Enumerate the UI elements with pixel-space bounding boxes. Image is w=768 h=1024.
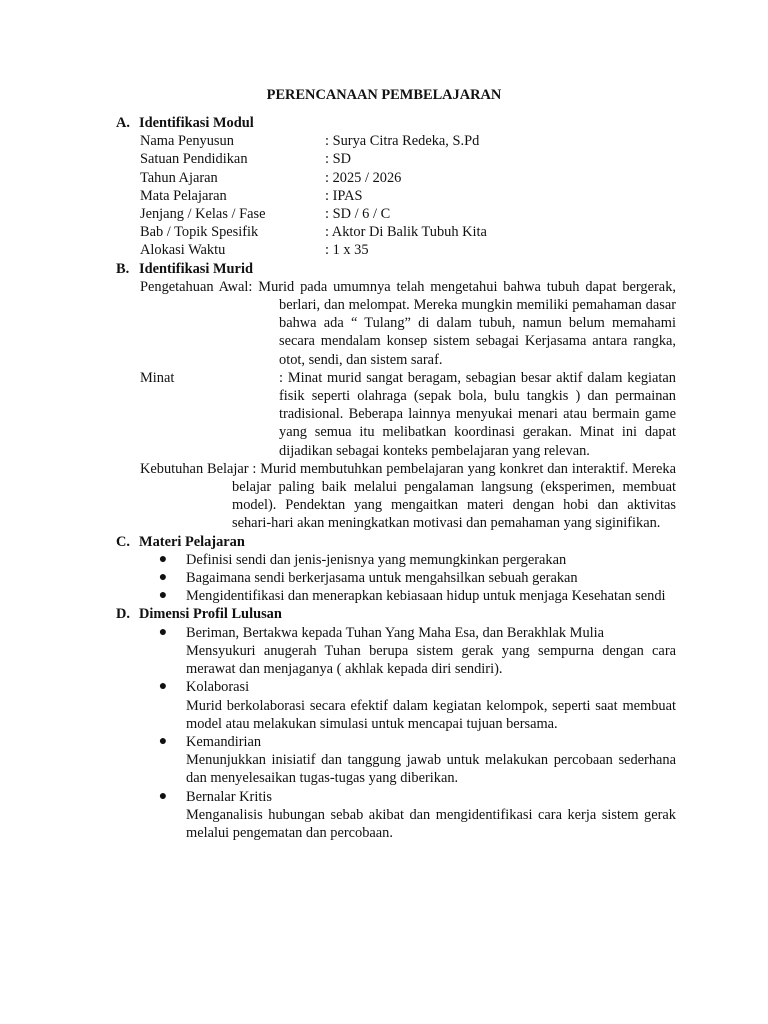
profil-item [186, 678, 676, 733]
profil-item [186, 624, 676, 679]
module-row-label: Bab / Topik Spesifik [140, 224, 259, 241]
module-row-value: : SD / 6 / C [325, 206, 391, 223]
module-row-value: : SD [325, 151, 351, 168]
profil-item-text: Menganalisis hubungan sebab akibat dan mengidentifikasi cara kerja sistem gerak melalui pengematan dan percobaan. [186, 806, 676, 841]
bullet-icon: ● [158, 624, 168, 640]
section-b-letter: B. [116, 260, 130, 277]
module-row-label: Alokasi Waktu [140, 242, 226, 259]
bullet-icon: ● [158, 551, 168, 567]
section-d-letter: D. [116, 606, 130, 623]
materi-item-text: Mengidentifikasi dan menerapkan kebiasaan hidup untuk menjaga Kesehatan sendi [186, 588, 666, 605]
bullet-icon: ● [158, 679, 168, 695]
module-row-jenjang [140, 205, 676, 223]
module-row-tahun [140, 169, 676, 187]
list-item [140, 551, 676, 569]
profil-item-title: Bernalar Kritis [186, 788, 272, 805]
section-c-heading [116, 533, 676, 551]
module-row-label: Satuan Pendidikan [140, 151, 248, 168]
page-title: PERENCANAAN PEMBELAJARAN [266, 87, 502, 103]
document-body [116, 114, 676, 842]
list-item [140, 788, 676, 843]
kebutuhan-belajar-paragraph: Kebutuhan Belajar : Murid membutuhkan pembelajaran yang konkret dan interaktif. Mereka belajar paling baik melalui pengalaman langsung (eksperimen, membuat model). Pendektan yang mengaitkan materi dengan hobi dan aktivitas sehari-hari akan meningkatkan motivasi dan pemahaman yang siginifikan. [140, 460, 676, 532]
section-c-title: Materi Pelajaran [139, 533, 245, 550]
section-b-title: Identifikasi Murid [139, 260, 253, 277]
module-row-label: Nama Penyusun [140, 133, 234, 150]
profil-item-text: Menunjukkan inisiatif dan tanggung jawab untuk melakukan percobaan sederhana dan menyelesaikan tugas-tugas yang diberikan. [186, 752, 676, 787]
section-d-heading [116, 605, 676, 623]
bullet-icon: ● [158, 588, 168, 604]
bullet-icon: ● [158, 570, 168, 586]
minat-label: Minat [140, 369, 175, 386]
list-item [140, 587, 676, 605]
profil-lulusan-list [140, 624, 676, 842]
section-b-heading [116, 260, 676, 278]
profil-item [186, 788, 676, 843]
module-row-value: : 2025 / 2026 [325, 169, 402, 186]
profil-item-text: Mensyukuri anugerah Tuhan berupa sistem gerak yang sempurna dengan cara merawat dan menjaganya ( akhlak kepada diri sendiri). [186, 642, 676, 678]
module-row-value: : IPAS [325, 187, 363, 204]
module-row-label: Mata Pelajaran [140, 187, 227, 204]
module-row-alokasi [140, 241, 676, 259]
bullet-icon: ● [158, 788, 168, 804]
section-c-letter: C. [116, 533, 130, 550]
module-row-mapel [140, 187, 676, 205]
profil-item [186, 733, 676, 788]
profil-item-title: Beriman, Bertakwa kepada Tuhan Yang Maha Esa, dan Berakhlak Mulia [186, 624, 605, 641]
profil-item-text: Murid berkolaborasi secara efektif dalam kegiatan kelompok, seperti saat membuat model atau melakukan simulasi untuk mencapai tujuan bersama. [186, 697, 676, 732]
list-item [140, 569, 676, 587]
section-a-heading [116, 114, 676, 132]
profil-item-title: Kemandirian [186, 733, 262, 750]
materi-item-text: Definisi sendi dan jenis-jenisnya yang memungkinkan pergerakan [186, 551, 567, 568]
module-row-value: : Surya Citra Redeka, S.Pd [325, 133, 480, 150]
module-row-value: : Aktor Di Balik Tubuh Kita [325, 224, 487, 241]
module-row-value: : 1 x 35 [325, 242, 369, 259]
materi-list [140, 551, 676, 606]
module-row-topik [140, 223, 676, 241]
list-item [140, 624, 676, 679]
section-a-title: Identifikasi Modul [139, 115, 254, 131]
section-d-title: Dimensi Profil Lulusan [139, 606, 282, 623]
module-row-label: Tahun Ajaran [140, 169, 218, 186]
pengetahuan-awal-paragraph: Pengetahuan Awal: Murid pada umumnya telah mengetahui bahwa tubuh dapat bergerak, berlari, dan melompat. Mereka mungkin memiliki pemahaman dasar bahwa ada “ Tulang” di dalam tubuh, namun belum memahami secara mendalam konsep sistem sebagai Kerjasama antara rangka, otot, sendi, dan sistem saraf. [140, 278, 676, 368]
list-item [140, 733, 676, 788]
profil-item-title: Kolaborasi [186, 679, 250, 696]
list-item [140, 678, 676, 733]
module-row-label: Jenjang / Kelas / Fase [140, 206, 266, 223]
section-a-letter: A. [116, 115, 130, 131]
module-row-satuan [140, 150, 676, 168]
materi-item-text: Bagaimana sendi berkerjasama untuk mengahsilkan sebuah gerakan [186, 570, 578, 587]
module-identity-list [140, 132, 676, 259]
minat-paragraph [140, 369, 676, 460]
bullet-icon: ● [158, 733, 168, 749]
module-row-penyusun [140, 132, 676, 150]
minat-text: : Minat murid sangat beragam, sebagian besar aktif dalam kegiatan fisik seperti olahraga (sepak bola, bulu tangkis ) dan permainan tradisional. Beberapa lainnya menyukai menari atau bermain game yang semua itu melibatkan koordinasi gerakan. Minat ini dapat dijadikan sebagai konteks pembelajaran yang relevan. [279, 369, 676, 459]
